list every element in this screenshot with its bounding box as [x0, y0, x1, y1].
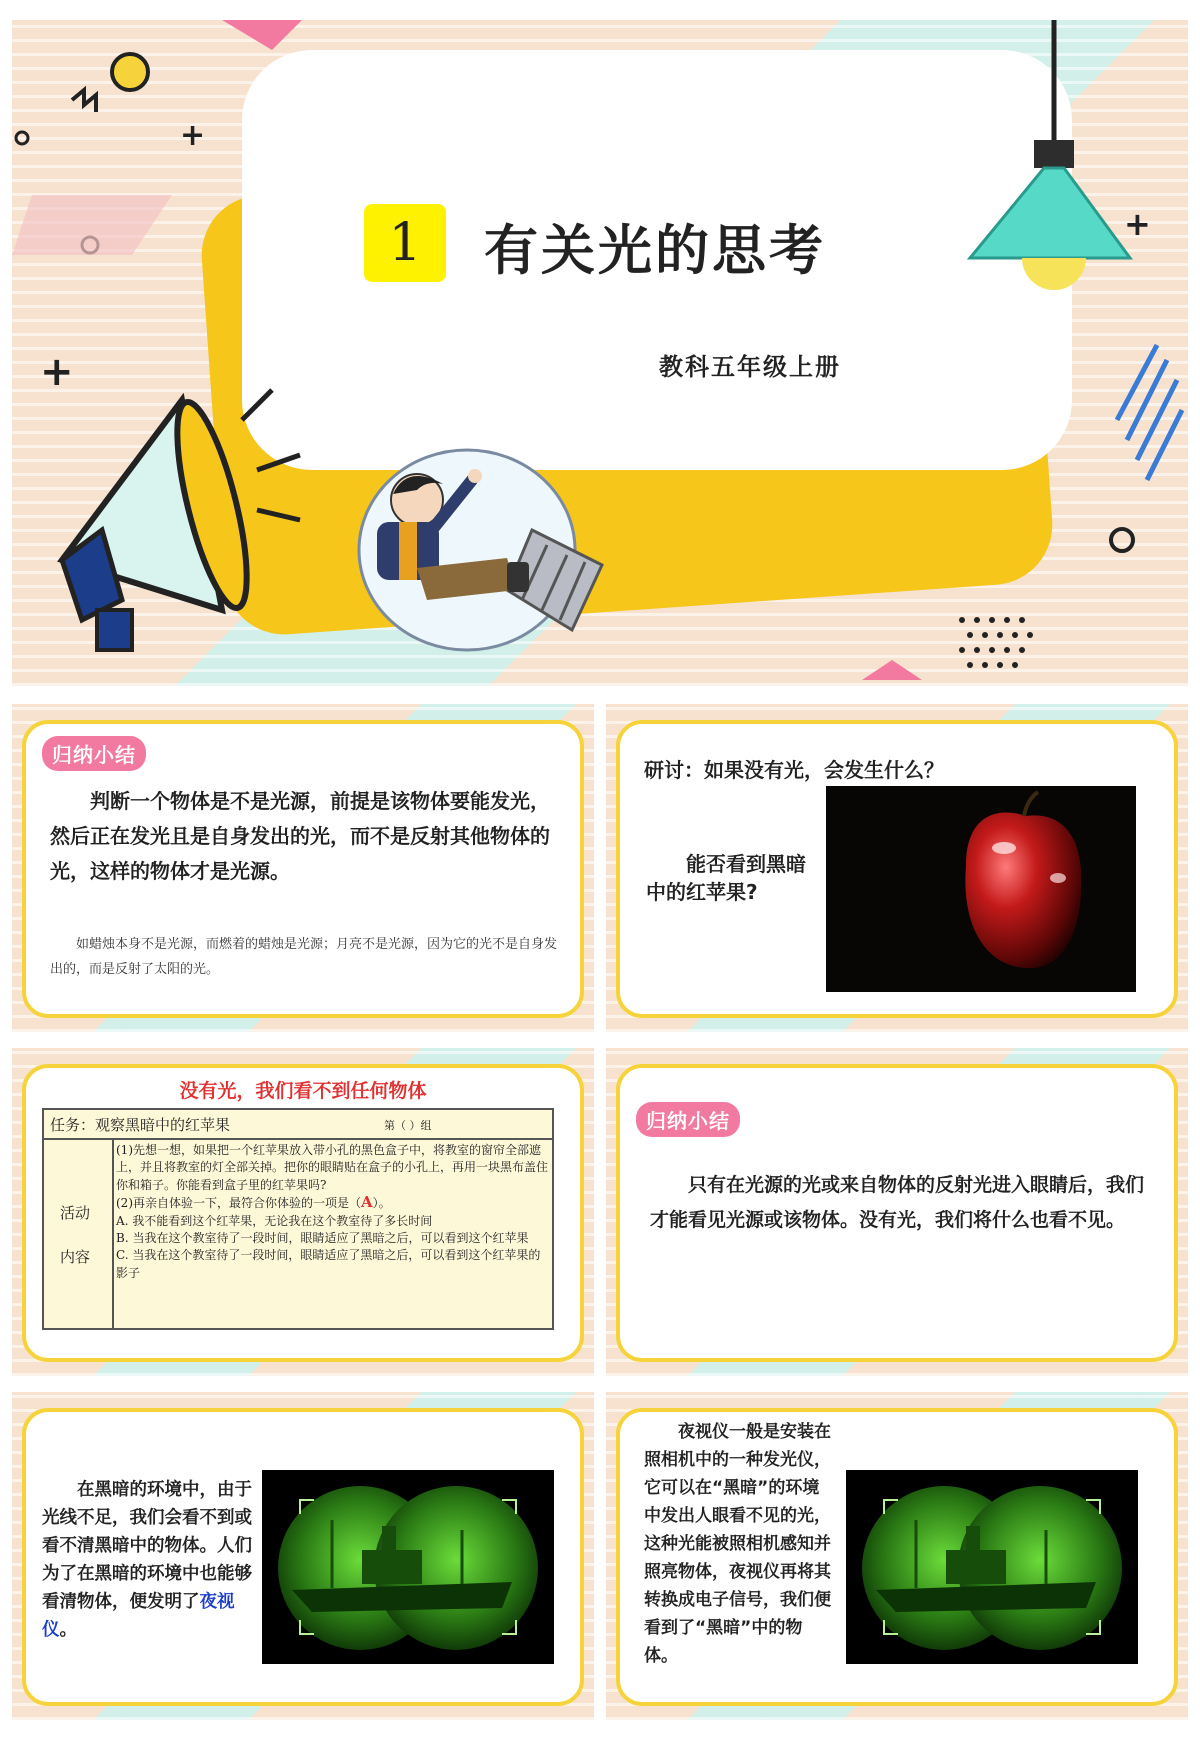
night-vision-link[interactable]: 夜视仪: [42, 1592, 235, 1640]
summary-body-2: 只有在光源的光或来自物体的反射光进入眼睛后，我们才能看见光源或该物体。没有光，我们将什么也看不见。: [650, 1174, 1145, 1231]
discuss-prompt: 能否看到黑暗中的红苹果?: [646, 852, 806, 904]
cover-decoration: [12, 20, 1188, 686]
night-vision-ship-photo-2: [846, 1470, 1138, 1664]
summary-slide-2[interactable]: [606, 1048, 1188, 1376]
task-step-1: (1)先想一想，如果把一个红苹果放入带小孔的黑色盒子中，将教室的窗帘全部遮上，并且将教室的灯全部关掉。把你的眼睛贴在盒子的小孔上，再用一块黑布盖住你和箱子。你能看到盒子里的红苹果吗?: [116, 1143, 549, 1192]
nightvision-text-1-main: 在黑暗的环境中，由于光线不足，我们会看不到或看不清黑暗中的物体。人们为了在黑暗的环境中也能够看清物体，便发明了: [42, 1480, 252, 1612]
task-header-left: 任务：观察黑暗中的红苹果: [50, 1116, 231, 1134]
task-option-b: B. 当我在这个教室待了一段时间，眼睛适应了黑暗之后，可以看到这个红苹果: [116, 1231, 529, 1246]
summary-card-1: [22, 720, 584, 1018]
task-option-c: C. 当我在这个教室待了一段时间，眼睛适应了黑暗之后，可以看到这个红苹果的影子: [116, 1248, 541, 1280]
task-step-2: [116, 1194, 548, 1212]
nightvision-text-1: [42, 1476, 252, 1644]
nightvision-text-2: 夜视仪一般是安装在照相机中的一种发光仪，它可以在“黑暗”的环境中发出人眼看不见的光，这种光能被照相机感知并照亮物体，夜视仪再将其转换成电子信号，我们便看到了“黑暗”中的物体。: [644, 1422, 831, 1666]
task-content: [116, 1142, 548, 1282]
summary-body-1: 判断一个物体是不是光源，前提是该物体要能发光，然后正在发光且是自身发出的光，而不是反射其他物体的光，这样的物体才是光源。: [50, 789, 550, 883]
task-step-2-text: (2)再亲自体验一下，最符合你体验的一项是（: [116, 1196, 361, 1211]
nightvision-slide-1[interactable]: [12, 1392, 594, 1720]
svg-text:+: +: [40, 349, 74, 395]
task-table: [42, 1108, 554, 1330]
task-step-2-end: ）。: [372, 1196, 391, 1211]
task-slide[interactable]: [12, 1048, 594, 1376]
summary-card-2: [616, 1064, 1178, 1362]
task-answer: A: [361, 1193, 373, 1212]
task-label-1: 活动: [60, 1204, 91, 1222]
svg-text:+: +: [1124, 205, 1151, 243]
task-header-right: 第（ ）组: [384, 1119, 432, 1132]
discuss-slide[interactable]: [606, 704, 1188, 1032]
cover-slide[interactable]: [12, 20, 1188, 686]
summary-note-1: 如蜡烛本身不是光源，而燃着的蜡烛是光源；月亮不是光源，因为它的光不是自身发出的，而是反射了太阳的光。: [50, 937, 558, 977]
task-option-a: A. 我不能看到这个红苹果，无论我在这个教室待了多长时间: [116, 1213, 433, 1228]
cover-subtitle: 教科五年级上册: [659, 352, 841, 381]
task-headline: 没有光，我们看不到任何物体: [179, 1080, 427, 1102]
discuss-card: [616, 720, 1178, 1018]
nightvision-card-1: [22, 1408, 584, 1706]
task-label-column: [44, 1140, 114, 1328]
svg-text:+: +: [180, 118, 206, 153]
cover-number-badge: [364, 204, 446, 282]
cover-title: 有关光的思考: [484, 219, 826, 282]
task-label-2: 内容: [60, 1248, 91, 1266]
nightvision-card-2: [616, 1408, 1178, 1706]
summary-tag-2: 归纳小结: [636, 1102, 740, 1137]
night-vision-ship-photo-1: [262, 1470, 554, 1664]
nightvision-text-1-end: 。: [59, 1620, 77, 1640]
discuss-question: 研讨：如果没有光，会发生什么？: [644, 758, 944, 782]
summary-tag-1: 归纳小结: [42, 736, 146, 771]
task-card: [22, 1064, 584, 1362]
nightvision-slide-2[interactable]: [606, 1392, 1188, 1720]
cover-number: 1: [388, 213, 422, 273]
task-table-header: [44, 1110, 552, 1140]
red-apple-photo: [826, 786, 1136, 992]
summary-slide-1[interactable]: [12, 704, 594, 1032]
